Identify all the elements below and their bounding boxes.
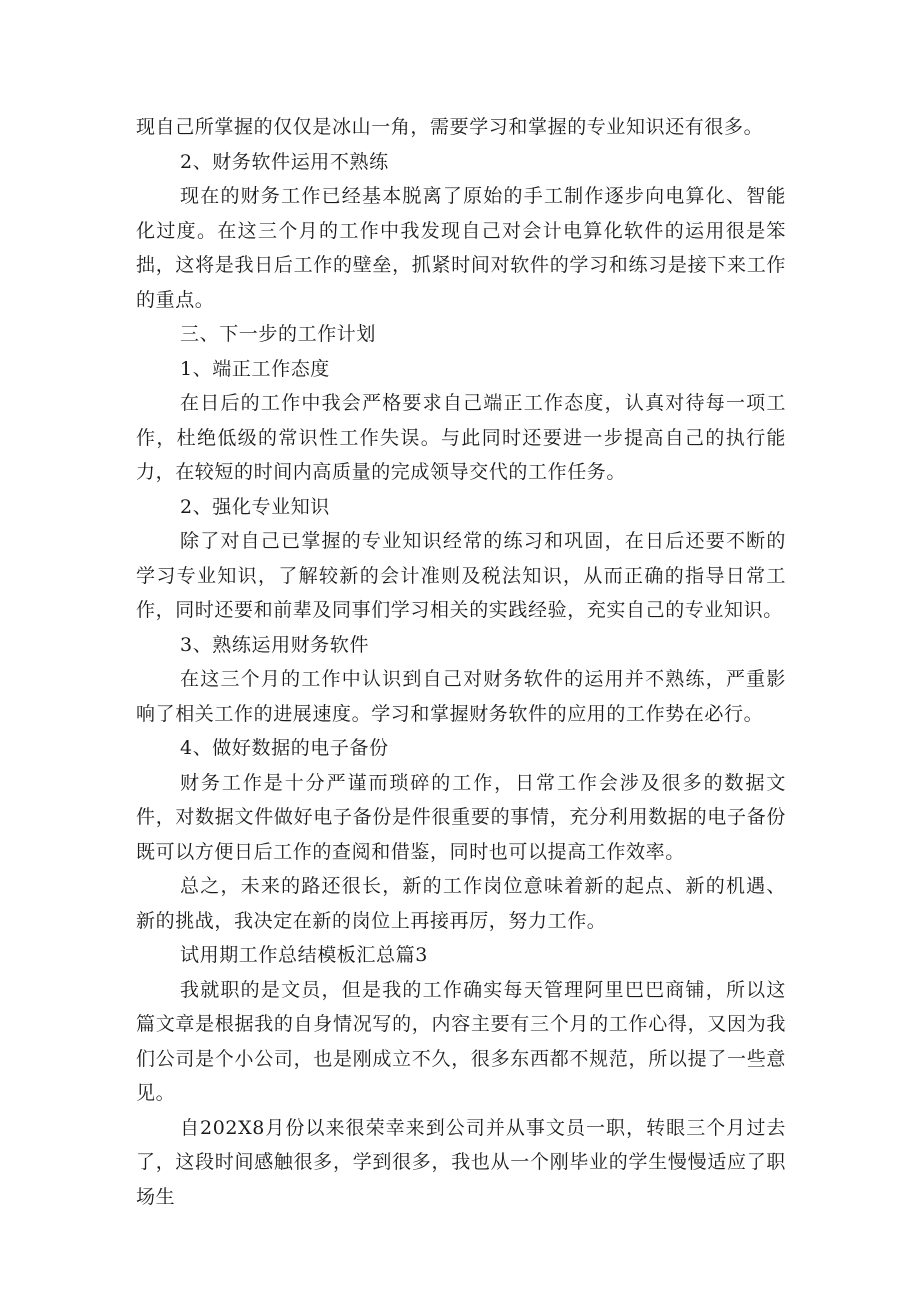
subheading-software-skills: 2、财务软件运用不熟练: [180, 150, 389, 173]
paragraph-attitude: 在日后的工作中我会严格要求自己端正工作态度，认真对待每一项工作，杜绝低级的常识性工作失误。与此同时还要进一步提高自己的执行能力，在较短的时间内高质量的完成领导交代的工作任务。: [136, 392, 786, 483]
subheading-data-backup: 4、做好数据的电子备份: [180, 737, 389, 759]
document-body: [136, 110, 786, 1214]
paragraph-since-august: 自202X8月份以来很荣幸来到公司并从事文员一职，转眼三个月过去了，这段时间感触很多，学到很多，我也从一个刚毕业的学生慢慢适应了职场生: [136, 1116, 786, 1208]
paragraph-software: 现在的财务工作已经基本脱离了原始的手工制作逐步向电算化、智能化过度。在这三个月的工作中我发现自己对会计电算化软件的运用很是笨拙，这将是我日后工作的壁垒，抓紧时间对软件的学习和练习是接下来工作的重点。: [136, 185, 786, 311]
subheading-attitude: 1、端正工作态度: [180, 357, 330, 380]
paragraph-financial-software: 在这三个月的工作中认识到自己对财务软件的运用并不熟练，严重影响了相关工作的进展速度。学习和掌握财务软件的应用的工作势在必行。: [136, 668, 786, 725]
subheading-financial-software: 3、熟练运用财务软件: [180, 633, 370, 656]
section-heading-next-plan: 三、下一步的工作计划: [180, 323, 377, 345]
paragraph-continuation: 现自己所掌握的仅仅是冰山一角，需要学习和掌握的专业知识还有很多。: [136, 116, 764, 138]
article-title-part3: 试用期工作总结模板汇总篇3: [180, 944, 428, 966]
paragraph-conclusion: 总之，未来的路还很长，新的工作岗位意味着新的起点、新的机遇、新的挑战，我决定在新的岗位上再接再厉，努力工作。: [136, 875, 786, 932]
paragraph-knowledge: 除了对自己已掌握的专业知识经常的练习和巩固，在日后还要不断的学习专业知识，了解较新的会计准则及税法知识，从而正确的指导日常工作，同时还要和前辈及同事们学习相关的实践经验，充实自己的专业知识。: [136, 530, 786, 621]
paragraph-intro-part3: 我就职的是文员，但是我的工作确实每天管理阿里巴巴商铺，所以这篇文章是根据我的自身情况写的，内容主要有三个月的工作心得，又因为我们公司是个小公司，也是刚成立不久，很多东西都不规范，所以提了一些意见。: [136, 978, 786, 1104]
paragraph-data-backup: 财务工作是十分严谨而琐碎的工作，日常工作会涉及很多的数据文件，对数据文件做好电子备份是件很重要的事情，充分利用数据的电子备份既可以方便日后工作的查阅和借鉴，同时也可以提高工作效率。: [136, 771, 786, 863]
subheading-knowledge: 2、强化专业知识: [180, 495, 330, 518]
